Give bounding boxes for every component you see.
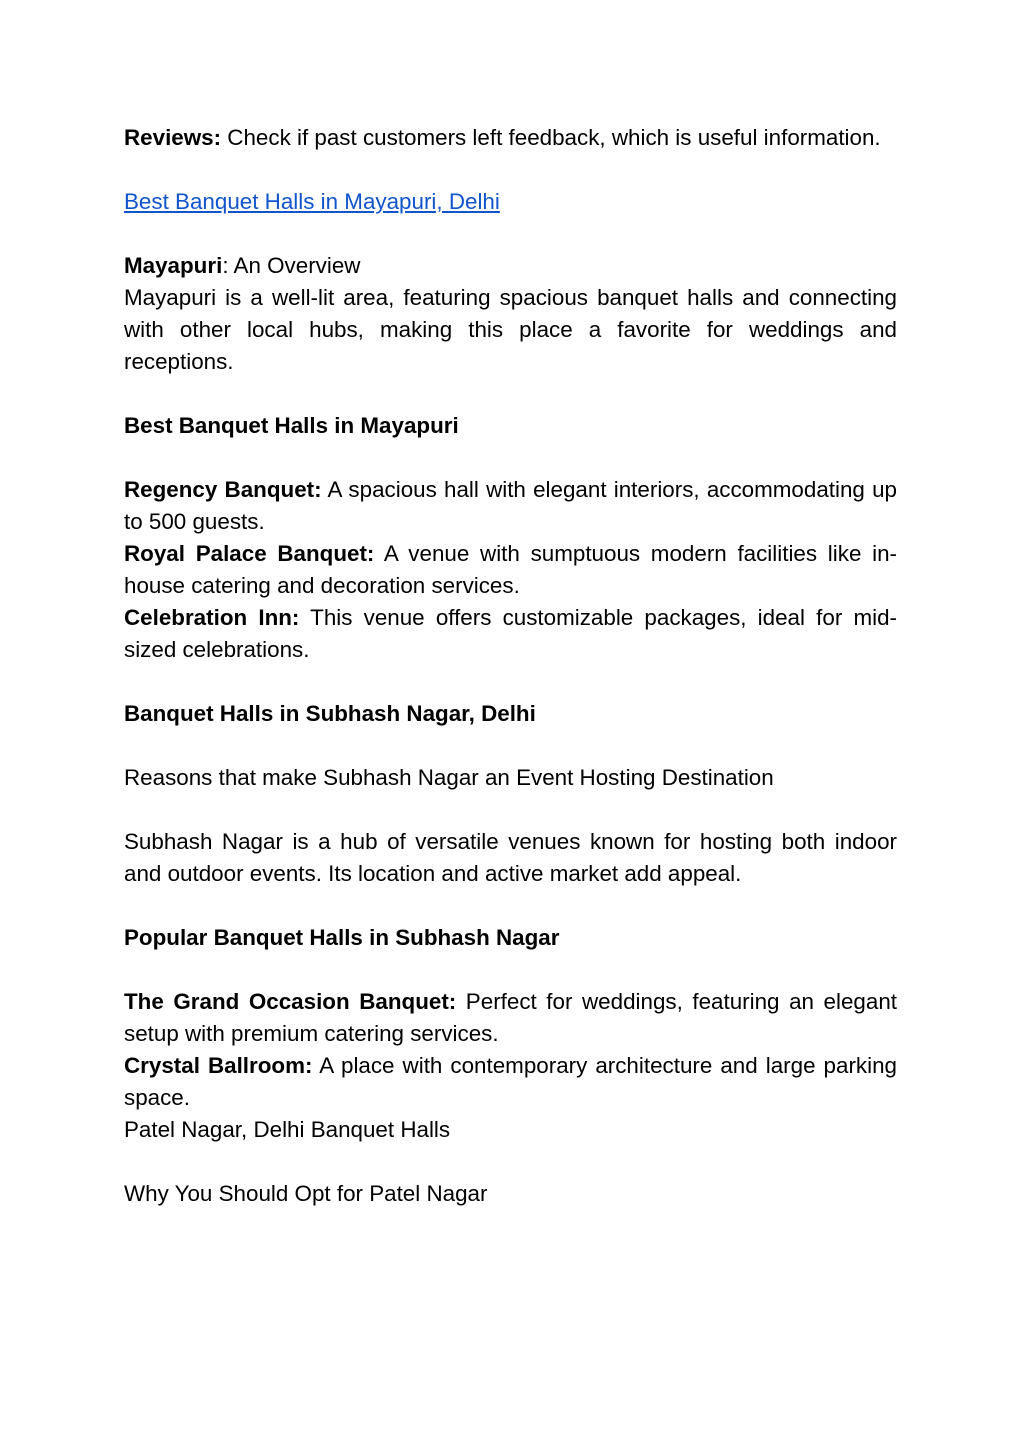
subhash-subheading: Reasons that make Subhash Nagar an Event Hosting Destination: [124, 765, 774, 790]
spacer: [124, 730, 897, 762]
mayapuri-title-rest: : An Overview: [222, 253, 361, 278]
document-page: [124, 122, 897, 1210]
subhash-popular-heading: Popular Banquet Halls in Subhash Nagar: [124, 925, 560, 950]
mayapuri-overview-body: Mayapuri is a well-lit area, featuring spacious banquet halls and connecting with other local hubs, making this place a favorite for weddings and receptions.: [124, 285, 897, 374]
list-item: [124, 1050, 897, 1114]
venue-description: A place with contemporary architecture and large parking space.: [124, 1053, 897, 1110]
subhash-heading: Banquet Halls in Subhash Nagar, Delhi: [124, 701, 536, 726]
list-item: [124, 602, 897, 666]
list-item: [124, 474, 897, 538]
reviews-paragraph: [124, 122, 897, 154]
patel-subheading: Why You Should Opt for Patel Nagar: [124, 1181, 488, 1206]
list-item: [124, 538, 897, 602]
reviews-label: Reviews:: [124, 125, 222, 150]
subhash-body: Subhash Nagar is a hub of versatile venues known for hosting both indoor and outdoor events. Its location and active market add appeal.: [124, 829, 897, 886]
venue-description: This venue offers customizable packages, ideal for mid-sized celebrations.: [124, 605, 897, 662]
venue-name: Crystal Ballroom:: [124, 1053, 313, 1078]
spacer: [124, 154, 897, 186]
spacer: [124, 890, 897, 922]
spacer: [124, 442, 897, 474]
venue-name: The Grand Occasion Banquet:: [124, 989, 457, 1014]
venue-description: Perfect for weddings, featuring an elegant setup with premium catering services.: [124, 989, 897, 1046]
venue-name: Royal Palace Banquet:: [124, 541, 375, 566]
venue-name: Regency Banquet:: [124, 477, 322, 502]
mayapuri-overview-title: [124, 250, 897, 282]
mayapuri-banquet-link[interactable]: Best Banquet Halls in Mayapuri, Delhi: [124, 189, 500, 214]
spacer: [124, 954, 897, 986]
link-paragraph: [124, 186, 897, 218]
list-item: [124, 986, 897, 1050]
spacer: [124, 666, 897, 698]
patel-heading: Patel Nagar, Delhi Banquet Halls: [124, 1117, 451, 1142]
spacer: [124, 794, 897, 826]
venue-name: Celebration Inn:: [124, 605, 300, 630]
venue-description: A venue with sumptuous modern facilities like in-house catering and decoration services.: [124, 541, 897, 598]
mayapuri-title-bold: Mayapuri: [124, 253, 223, 278]
spacer: [124, 218, 897, 250]
venue-description: A spacious hall with elegant interiors, accommodating up to 500 guests.: [124, 477, 897, 534]
spacer: [124, 1146, 897, 1178]
reviews-text: Check if past customers left feedback, which is useful information.: [221, 125, 881, 150]
spacer: [124, 378, 897, 410]
mayapuri-best-heading: Best Banquet Halls in Mayapuri: [124, 413, 459, 438]
